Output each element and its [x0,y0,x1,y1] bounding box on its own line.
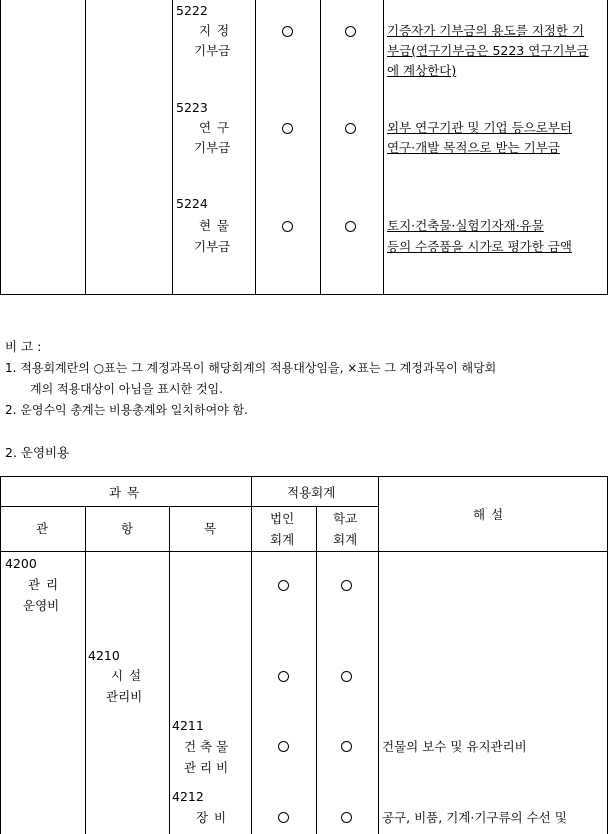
header-hang: 항 [121,521,134,536]
header-subject: 과 목 [109,485,141,500]
account-name: 관 리 [28,577,60,592]
account-name: 운영비 [23,598,60,613]
account-name: 기부금 [194,140,231,155]
header-mok: 목 [204,521,217,536]
applies-mark-corporate [282,221,293,232]
header-school: 학교 [333,511,358,526]
applies-mark-corporate [282,123,293,134]
remarks-item: 계의 적용대상이 아님을 표시한 것임. [30,382,223,396]
account-description: 공구, 비품, 기계·기구류의 수선 및 [382,810,567,825]
account-code: 4210 [88,648,120,663]
account-code: 4212 [172,789,204,804]
table-divider [169,506,170,834]
applies-mark-corporate [282,26,293,37]
applies-mark-school [341,812,352,823]
applies-mark-school [345,26,356,37]
account-description: 토지·건축물·실험기자재·유물 [387,218,544,233]
account-name: 시 설 [111,668,143,683]
header-corporate: 회계 [270,532,295,547]
remarks-title: 비 고 : [5,339,42,354]
applies-mark-corporate [278,580,289,591]
applies-mark-school [341,580,352,591]
table-border-left [0,476,1,834]
table-header-bottom [0,551,608,552]
account-name: 연 구 [199,120,231,135]
account-name: 기부금 [194,43,231,58]
applies-mark-school [341,741,352,752]
applies-mark-corporate [278,671,289,682]
remarks-item: 2. 운영수익 총계는 비용총계와 일치하여야 함. [5,403,248,417]
applies-mark-school [345,221,356,232]
remarks-item: 1. 적용회계란의 ○표는 그 계정과목이 해당회계의 적용대상임을, ×표는 그 계정과목이 해당회 [5,361,497,375]
table-border-right [607,476,608,834]
header-school: 회계 [333,532,358,547]
account-code: 5222 [176,3,208,18]
table-header-divider [0,506,378,507]
header-explanation: 해 설 [473,507,505,522]
account-code: 5223 [176,100,208,115]
account-description: 건물의 보수 및 유지관리비 [382,739,527,754]
top-table-divider [255,0,256,295]
applies-mark-school [341,671,352,682]
applies-mark-corporate [278,812,289,823]
account-description: 외부 연구기관 및 기업 등으로부터 [387,120,572,135]
account-description: 에 계상한다) [387,63,457,78]
header-gwan: 관 [36,521,49,536]
account-name: 관 리 비 [184,760,229,775]
account-description: 기증자가 기부금의 용도를 지정한 기 [387,23,585,38]
account-description: 등의 수증품을 시가로 평가한 금액 [387,239,572,254]
top-table-border-left [0,0,1,295]
account-code: 4211 [172,718,204,733]
section-title: 2. 운영비용 [5,445,70,460]
account-name: 현 물 [199,218,231,233]
account-name: 기부금 [194,239,231,254]
top-table-divider [320,0,321,295]
applies-mark-corporate [278,741,289,752]
table-divider [378,476,379,834]
table-divider [85,506,86,834]
top-table-divider [383,0,384,295]
account-code: 5224 [176,196,208,211]
top-table-border-bottom [0,294,608,295]
table-divider [251,476,252,834]
top-table-divider [172,0,173,295]
header-corporate: 법인 [270,511,295,526]
table-divider [316,506,317,834]
account-name: 건 축 물 [184,739,229,754]
account-description: 부금(연구기부금은 5223 연구기부금 [387,43,589,58]
account-name: 관리비 [106,689,143,704]
top-table-divider [85,0,86,295]
top-table-border-right [607,0,608,295]
account-name: 장 비 [196,810,228,825]
account-description: 연구·개발 목적으로 받는 기부금 [387,140,560,155]
header-applied-accounting: 적용회계 [287,485,336,500]
table-border-top [0,476,608,477]
applies-mark-school [345,123,356,134]
account-name: 지 정 [199,23,231,38]
account-code: 4200 [5,556,37,571]
